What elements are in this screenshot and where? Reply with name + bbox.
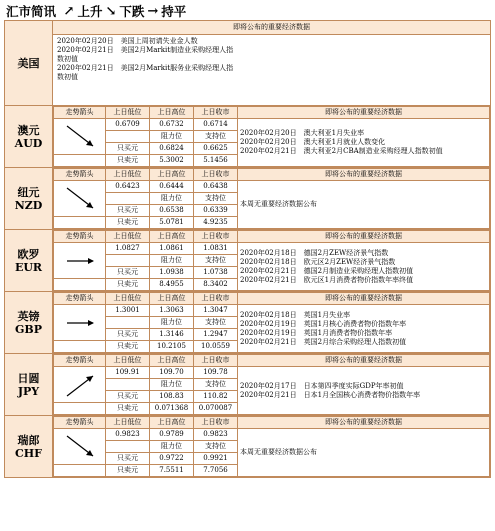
resistance-label: 阻力位	[150, 317, 194, 329]
bull-label: 只买元	[106, 205, 150, 217]
trend-cell	[54, 181, 106, 217]
currency-detail-table	[53, 230, 490, 291]
bull-label: 只买元	[106, 453, 150, 465]
blank-cell	[106, 255, 150, 267]
news-item: 2020年02月18日 英国1月失业率	[240, 310, 351, 319]
currency-detail-cell	[53, 106, 491, 168]
bull-value: 5.3002	[150, 155, 194, 167]
prev-low-value: 1.3001	[106, 305, 150, 317]
trend-header: 走势箭头	[54, 293, 106, 305]
news-list	[238, 367, 490, 415]
prev-high-header: 上日高位	[150, 417, 194, 429]
news-header: 即将公布的重要经济数据	[238, 107, 490, 119]
currency-row	[5, 416, 491, 478]
news-item: 2020年02月18日 德国2月ZEW经济景气指数	[240, 248, 389, 257]
resistance-label: 阻力位	[150, 131, 194, 143]
currency-code: NZD	[14, 198, 43, 212]
prev-high-header: 上日高位	[150, 107, 194, 119]
news-item: 2020年02月17日 日本第四季度实际GDP年率初值	[240, 381, 404, 390]
blank-cell	[54, 403, 106, 415]
currency-code: EUR	[14, 260, 43, 274]
currency-code: JPY	[17, 384, 40, 398]
news-item: 2020年02月19日 英国1月消费者物价指数年率	[240, 328, 393, 337]
flat-legend-label: 持平	[161, 4, 187, 19]
country-cell	[5, 168, 53, 230]
blank-cell	[106, 317, 150, 329]
country-cell	[5, 230, 53, 292]
prev-low-header: 上日低位	[106, 355, 150, 367]
prev-high-value: 0.6732	[150, 119, 194, 131]
currency-code: CHF	[15, 446, 42, 460]
bull-label: 只买元	[106, 391, 150, 403]
news-item: 2020年02月20日 澳大利亚1月失业率	[240, 129, 365, 137]
resistance-value: 0.9722	[150, 453, 194, 465]
resistance-value: 108.83	[150, 391, 194, 403]
bull-label: 只买元	[106, 329, 150, 341]
prev-high-header: 上日高位	[150, 231, 194, 243]
news-item: 2020年02月21日 澳大利亚2月CBA制造业采购经理人指数初值	[240, 147, 443, 155]
up-arrow-icon: ↗	[59, 3, 75, 19]
news-item: 数初值	[57, 73, 78, 81]
news-item: 2020年02月21日 美国2月Markit服务业采购经理人指	[57, 64, 234, 72]
support-value: 1.2947	[194, 329, 238, 341]
country-cell-usa	[5, 21, 53, 106]
fx-table	[4, 20, 491, 478]
flat-trend-arrow-icon	[59, 306, 101, 340]
flat-trend-arrow-icon	[59, 244, 101, 278]
up-legend-label: 上升	[77, 4, 103, 19]
prev-close-value: 1.3047	[194, 305, 238, 317]
news-item: 本周无重要经济数据公布	[240, 448, 317, 456]
bear-label: 只卖元	[106, 279, 150, 291]
down-trend-arrow-icon	[59, 430, 101, 464]
support-label: 支持位	[194, 131, 238, 143]
prev-close-value: 0.6714	[194, 119, 238, 131]
currency-code: AUD	[14, 136, 43, 150]
prev-high-value: 0.9789	[150, 429, 194, 441]
currency-row	[5, 168, 491, 230]
resistance-value: 1.0938	[150, 267, 194, 279]
trend-header: 走势箭头	[54, 231, 106, 243]
news-item: 2020年02月21日 欧元区1月消费者物价指数年率终值	[240, 275, 414, 284]
blank-cell	[106, 131, 150, 143]
bear-label: 只卖元	[106, 341, 150, 353]
currency-detail-cell	[53, 354, 491, 416]
country-cell	[5, 416, 53, 478]
prev-low-value: 1.0827	[106, 243, 150, 255]
support-label: 支持位	[194, 193, 238, 205]
bear-value: 8.3402	[194, 279, 238, 291]
resistance-label: 阻力位	[150, 255, 194, 267]
news-header: 即将公布的重要经济数据	[53, 21, 490, 35]
trend-cell	[54, 119, 106, 155]
bear-value: 10.0559	[194, 341, 238, 353]
prev-close-header: 上日收市	[194, 355, 238, 367]
currency-detail-table	[53, 292, 490, 353]
support-label: 支持位	[194, 255, 238, 267]
support-value: 110.82	[194, 391, 238, 403]
currency-detail-cell	[53, 230, 491, 292]
prev-close-value: 1.0831	[194, 243, 238, 255]
support-value: 1.0738	[194, 267, 238, 279]
prev-low-header: 上日低位	[106, 231, 150, 243]
blank-cell	[54, 465, 106, 477]
bull-value: 8.4955	[150, 279, 194, 291]
prev-close-value: 109.78	[194, 367, 238, 379]
news-header: 即将公布的重要经济数据	[238, 293, 490, 305]
bull-value: 0.071368	[150, 403, 194, 415]
news-item: 2020年02月21日 德国2月制造业采购经理人指数初值	[240, 266, 414, 275]
resistance-value: 0.6538	[150, 205, 194, 217]
support-value: 0.6339	[194, 205, 238, 217]
bear-label: 只卖元	[106, 465, 150, 477]
prev-high-value: 1.3063	[150, 305, 194, 317]
prev-high-value: 0.6444	[150, 181, 194, 193]
prev-high-header: 上日高位	[150, 169, 194, 181]
trend-header: 走势箭头	[54, 107, 106, 119]
prev-low-header: 上日低位	[106, 169, 150, 181]
support-value: 0.9921	[194, 453, 238, 465]
prev-close-value: 0.9823	[194, 429, 238, 441]
bull-label: 只买元	[106, 267, 150, 279]
prev-low-value: 0.6709	[106, 119, 150, 131]
prev-low-value: 0.9823	[106, 429, 150, 441]
news-item: 2020年02月20日 美国上周初请失业金人数	[57, 37, 198, 45]
currency-detail-table	[53, 168, 490, 229]
currency-row	[5, 292, 491, 354]
support-label: 支持位	[194, 441, 238, 453]
trend-header: 走势箭头	[54, 417, 106, 429]
bull-value: 10.2105	[150, 341, 194, 353]
news-header: 即将公布的重要经济数据	[238, 169, 490, 181]
currency-detail-cell	[53, 416, 491, 478]
blank-cell	[106, 379, 150, 391]
down-trend-arrow-icon	[59, 120, 101, 154]
resistance-label: 阻力位	[150, 193, 194, 205]
down-trend-arrow-icon	[59, 182, 101, 216]
prev-close-header: 上日收市	[194, 107, 238, 119]
currency-name-cn: 欧罗	[17, 247, 40, 261]
resistance-value: 1.3146	[150, 329, 194, 341]
blank-cell	[106, 441, 150, 453]
bull-label: 只买元	[106, 143, 150, 155]
blank-cell	[54, 279, 106, 291]
prev-close-header: 上日收市	[194, 231, 238, 243]
prev-high-value: 109.70	[150, 367, 194, 379]
support-label: 支持位	[194, 379, 238, 391]
news-item: 2020年02月21日 英国2月综合采购经理人指数初值	[240, 337, 407, 346]
page-title-bar	[6, 2, 186, 20]
support-label: 支持位	[194, 317, 238, 329]
bear-value: 7.7056	[194, 465, 238, 477]
prev-high-header: 上日高位	[150, 355, 194, 367]
usa-news-cell	[53, 21, 491, 106]
news-list	[238, 243, 490, 291]
news-item: 2020年02月18日 欧元区2月ZEW经济景气指数	[240, 257, 396, 266]
prev-high-value: 1.0861	[150, 243, 194, 255]
resistance-label: 阻力位	[150, 441, 194, 453]
prev-close-value: 0.6438	[194, 181, 238, 193]
bear-value: 4.9235	[194, 217, 238, 229]
bear-label: 只卖元	[106, 403, 150, 415]
bull-value: 5.0781	[150, 217, 194, 229]
currency-detail-cell	[53, 292, 491, 354]
currency-name-cn: 澳元	[17, 123, 40, 137]
up-trend-arrow-icon	[59, 368, 101, 402]
trend-header: 走势箭头	[54, 355, 106, 367]
country-cell	[5, 106, 53, 168]
country-cell	[5, 292, 53, 354]
trend-cell	[54, 243, 106, 279]
prev-low-header: 上日低位	[106, 293, 150, 305]
bear-value: 5.1456	[194, 155, 238, 167]
prev-low-header: 上日低位	[106, 417, 150, 429]
currency-name-cn: 纽元	[17, 185, 40, 199]
support-value: 0.6625	[194, 143, 238, 155]
currency-name-cn: 日圆	[17, 371, 40, 385]
trend-cell	[54, 429, 106, 465]
usa-news-list	[53, 35, 490, 84]
news-header: 即将公布的重要经济数据	[238, 417, 490, 429]
bull-value: 7.5511	[150, 465, 194, 477]
news-list	[238, 119, 490, 167]
news-list	[238, 305, 490, 353]
currency-row	[5, 106, 491, 168]
prev-close-header: 上日收市	[194, 417, 238, 429]
currency-row	[5, 230, 491, 292]
news-item: 2020年02月20日 澳大利亚1月就业人数变化	[240, 138, 386, 146]
flat-arrow-icon: →	[147, 3, 159, 19]
country-cell	[5, 354, 53, 416]
currency-detail-cell	[53, 168, 491, 230]
usa-row	[5, 21, 491, 106]
prev-close-header: 上日收市	[194, 293, 238, 305]
currency-row	[5, 354, 491, 416]
prev-high-header: 上日高位	[150, 293, 194, 305]
bear-label: 只卖元	[106, 155, 150, 167]
news-item: 2020年02月21日 日本1月全国核心消费者物价指数年率	[240, 390, 421, 399]
currency-code: GBP	[15, 322, 42, 336]
news-item: 2020年02月19日 英国1月核心消费者物价指数年率	[240, 319, 407, 328]
currency-detail-table	[53, 416, 490, 477]
blank-cell	[54, 217, 106, 229]
blank-cell	[54, 341, 106, 353]
resistance-label: 阻力位	[150, 379, 194, 391]
trend-header: 走势箭头	[54, 169, 106, 181]
prev-low-header: 上日低位	[106, 107, 150, 119]
news-list	[238, 181, 490, 229]
blank-cell	[106, 193, 150, 205]
down-legend-label: 下跌	[119, 4, 145, 19]
currency-name-cn: 瑞郎	[17, 433, 40, 447]
trend-cell	[54, 367, 106, 403]
prev-close-header: 上日收市	[194, 169, 238, 181]
news-list	[238, 429, 490, 477]
news-header: 即将公布的重要经济数据	[238, 231, 490, 243]
currency-detail-table	[53, 106, 490, 167]
news-item: 本周无重要经济数据公布	[240, 200, 317, 208]
resistance-value: 0.6824	[150, 143, 194, 155]
down-arrow-icon: ↘	[105, 3, 117, 19]
currency-name-cn: 英镑	[17, 309, 40, 323]
news-header: 即将公布的重要经济数据	[238, 355, 490, 367]
news-item: 2020年02月21日 美国2月Markit制造业采购经理人指	[57, 46, 234, 54]
country-name: 美国	[17, 56, 40, 70]
page-title: 汇市简讯	[6, 4, 57, 19]
blank-cell	[54, 155, 106, 167]
trend-cell	[54, 305, 106, 341]
bear-label: 只卖元	[106, 217, 150, 229]
prev-low-value: 0.6423	[106, 181, 150, 193]
news-item: 数初值	[57, 55, 78, 63]
currency-detail-table	[53, 354, 490, 415]
bear-value: 0.070087	[194, 403, 238, 415]
prev-low-value: 109.91	[106, 367, 150, 379]
